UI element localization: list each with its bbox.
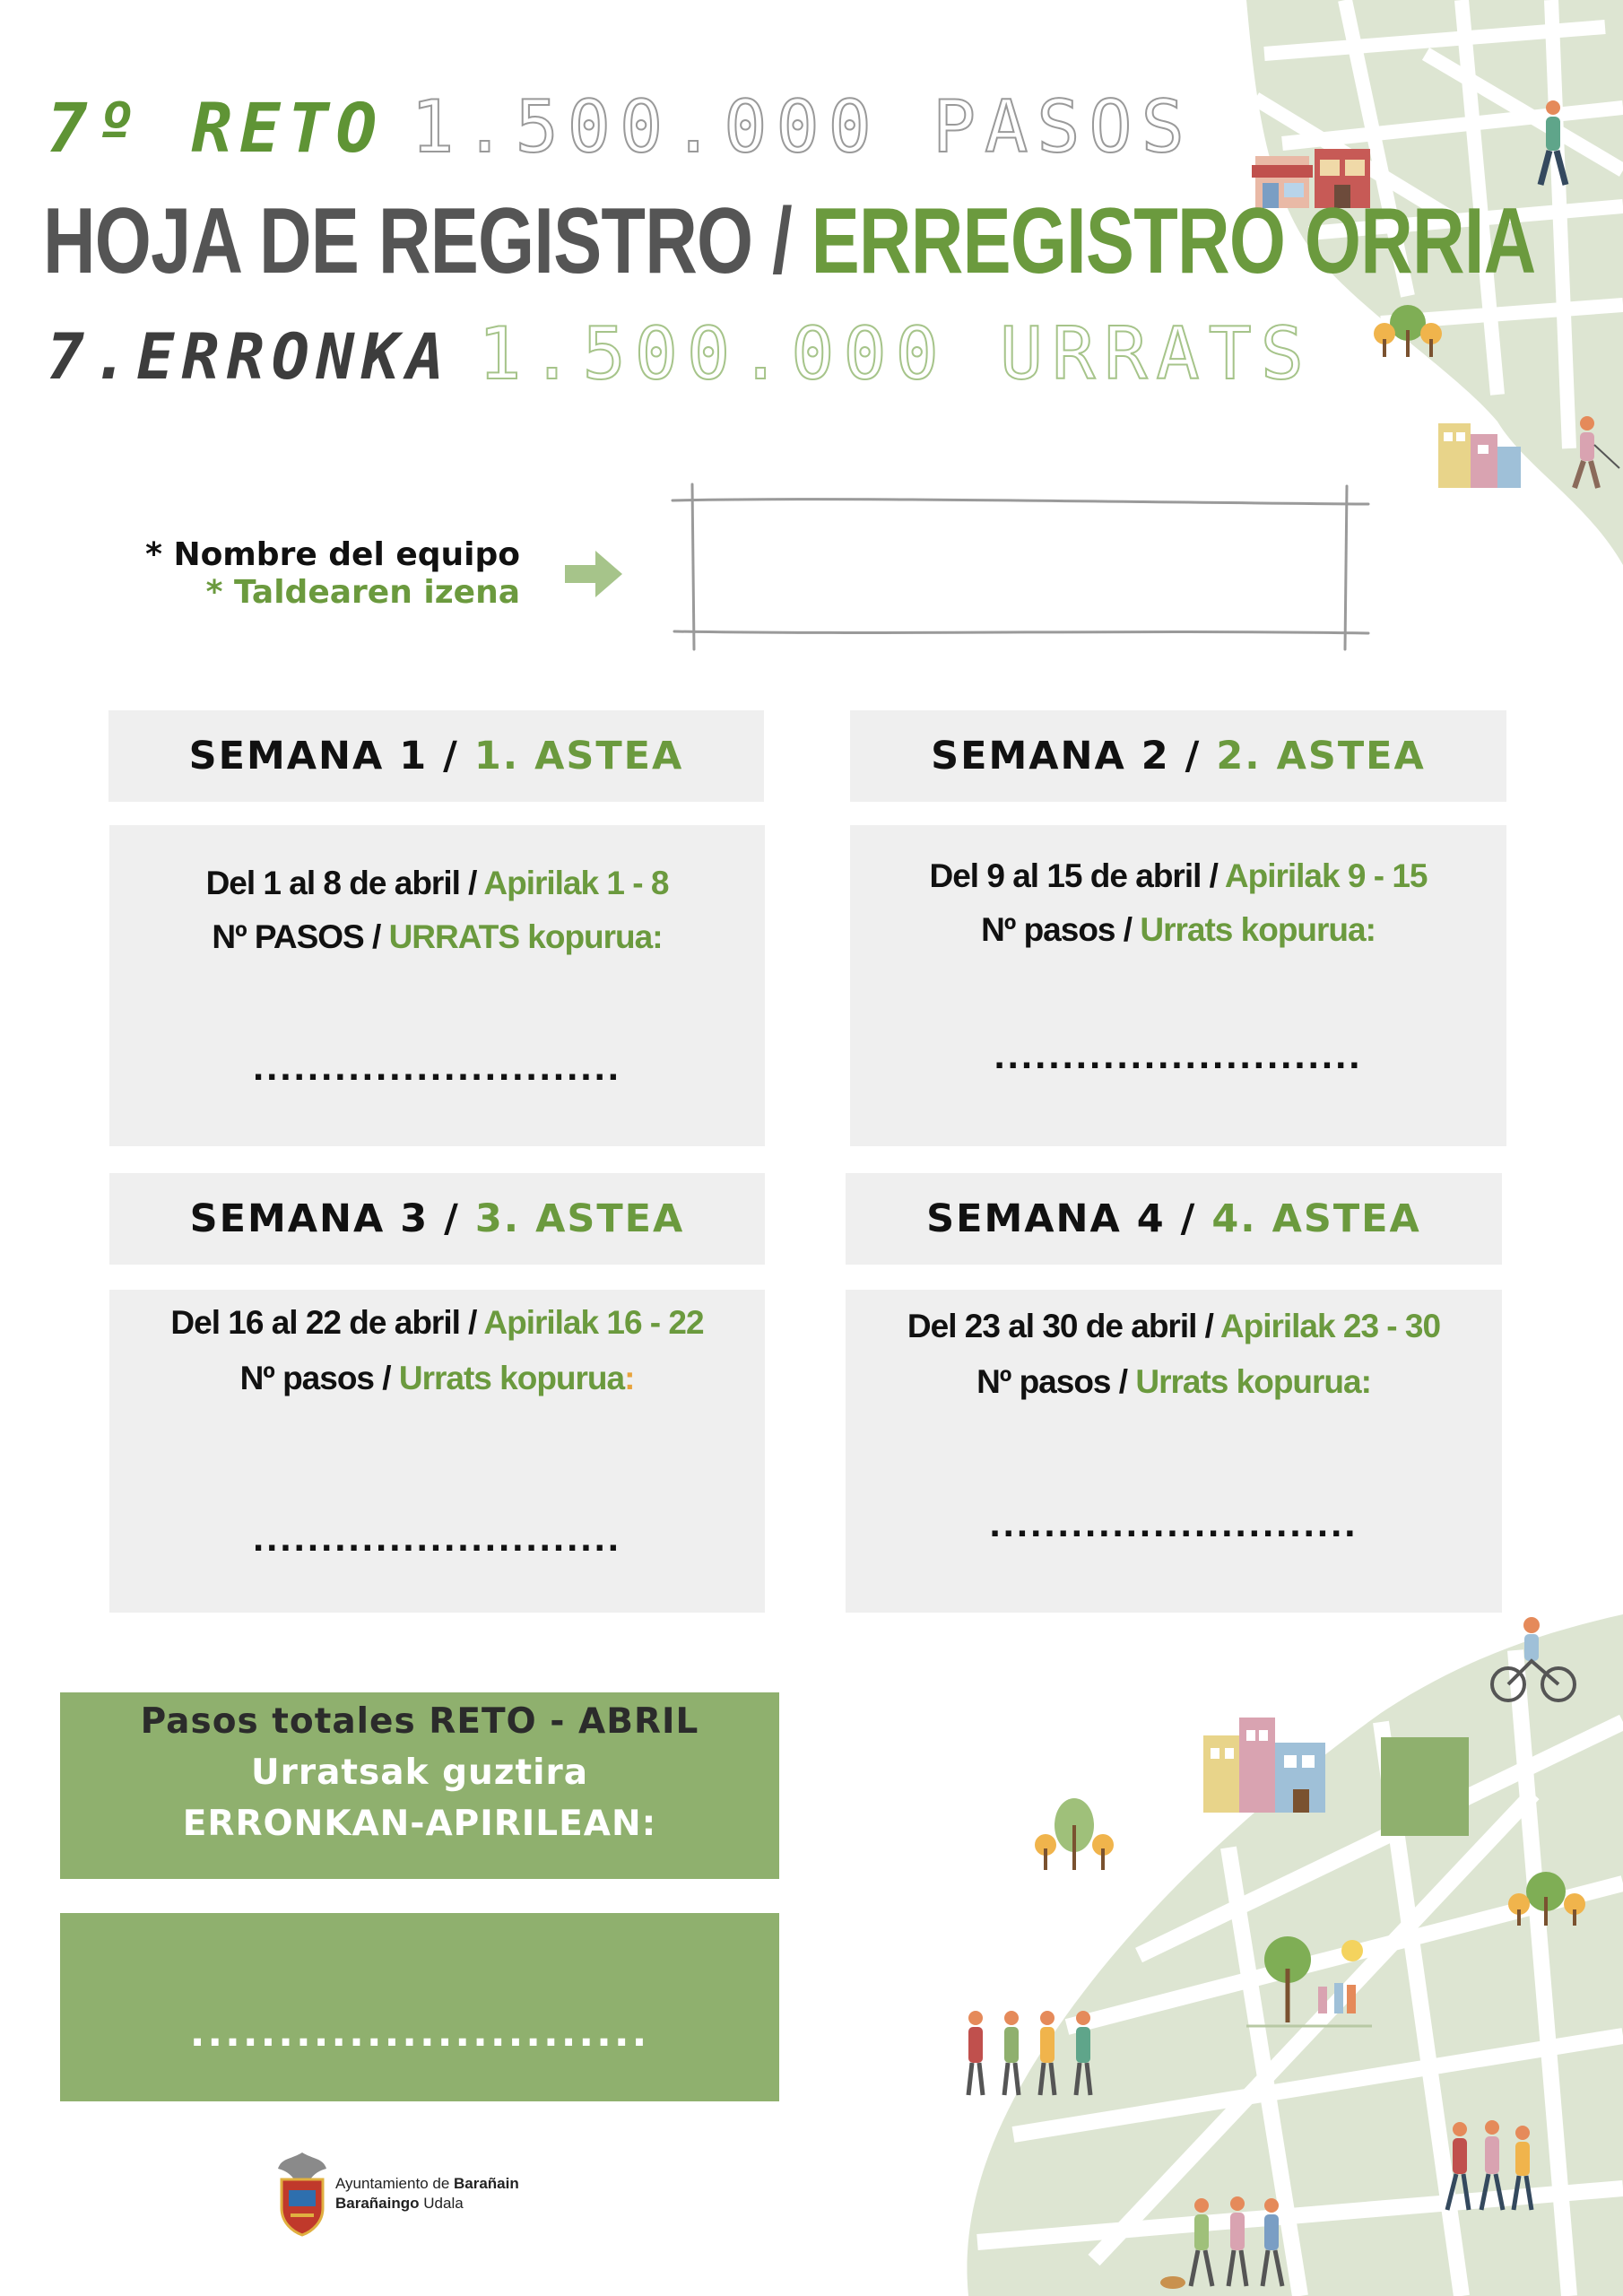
week-2-head-eu: 2. ASTEA (1216, 734, 1426, 778)
week-3-pasos-colon: : (624, 1360, 635, 1396)
week-1-head-es: SEMANA 1 / (188, 734, 459, 778)
week-2-box (850, 825, 1506, 1146)
trees-icon-3 (1506, 1870, 1587, 1927)
week-1-pasos-eu: URRATS kopurua: (388, 918, 663, 955)
totals-value-box[interactable] (60, 1913, 779, 2101)
page-title (43, 188, 1535, 291)
week-4-steps-label (846, 1363, 1502, 1401)
green-square-decoration (1381, 1737, 1469, 1836)
week-2-dates-es: Del 9 al 15 de abril / (929, 857, 1218, 894)
logo-line1-b: Barañain (454, 2175, 519, 2192)
week-3-pasos-eu: Urrats kopurua (398, 1360, 625, 1396)
week-1-steps-label (109, 918, 765, 956)
totals-header-box (60, 1692, 779, 1879)
week-4-dates-es: Del 23 al 30 de abril / (907, 1308, 1213, 1344)
title-eu: ERREGISTRO ORRIA (811, 189, 1536, 293)
week-1-head-eu: 1. ASTEA (473, 734, 684, 778)
houses-icon (1435, 414, 1524, 490)
team-name-label (135, 536, 520, 612)
municipality-name (335, 2174, 519, 2213)
title-es: HOJA DE REGISTRO / (43, 189, 792, 293)
park-people-icon (1246, 1933, 1372, 2031)
week-4-head-eu: 4. ASTEA (1211, 1196, 1421, 1241)
week-4-header (846, 1173, 1502, 1265)
week-1-dates-es: Del 1 al 8 de abril / (205, 865, 477, 901)
week-3-head-es: SEMANA 3 / (189, 1196, 460, 1241)
dog-walker-icon (1560, 414, 1623, 490)
week-4-dates (846, 1308, 1502, 1345)
week-2-dates-eu: Apirilak 9 - 15 (1224, 857, 1428, 894)
week-4-head-es: SEMANA 4 / (926, 1196, 1197, 1241)
week-2-pasos-eu: Urrats kopurua: (1140, 911, 1376, 948)
trees-icon-2 (1033, 1798, 1114, 1872)
team-name-field[interactable] (671, 483, 1370, 651)
week-4-pasos-es: Nº pasos / (976, 1363, 1128, 1400)
walking-family-icon (1442, 2117, 1541, 2215)
week-3-header (109, 1173, 765, 1265)
dog-walkers-icon (1157, 2193, 1300, 2293)
arrow-right-icon (565, 547, 623, 601)
week-2-steps-label (850, 911, 1506, 949)
walker-icon (1530, 99, 1575, 188)
week-1-pasos-es: Nº PASOS / (212, 918, 381, 955)
erronka-steps: 1.500.000 URRATS (478, 312, 1313, 396)
week-2-pasos-es: Nº pasos / (981, 911, 1133, 948)
team-label-eu: * Taldearen izena (205, 574, 520, 611)
week-1-box (109, 825, 765, 1146)
week-3-box (109, 1290, 765, 1613)
logo-line2-a: Barañaingo (335, 2195, 420, 2212)
cyclist-icon (1488, 1614, 1578, 1704)
header-line-reto (47, 85, 1193, 184)
week-3-steps-field[interactable]: ........................... (252, 1516, 622, 1560)
week-3-dates-eu: Apirilak 16 - 22 (483, 1304, 704, 1341)
week-1-steps-field[interactable]: ........................... (252, 1045, 622, 1089)
team-label-es: * Nombre del equipo (145, 536, 520, 573)
reto-steps: 1.500.000 PASOS (411, 85, 1193, 169)
week-2-header (850, 710, 1506, 802)
week-4-steps-field[interactable]: ........................... (989, 1501, 1358, 1545)
hikers-icon (959, 2009, 1112, 2099)
logo-line2-b: Udala (419, 2195, 464, 2212)
totals-line-1: Pasos totales RETO - ABRIL (140, 1701, 699, 1742)
baranain-coat-of-arms-icon (273, 2151, 332, 2237)
totals-line-2: Urratsak guztira (250, 1752, 589, 1793)
week-4-pasos-eu: Urrats kopurua: (1135, 1363, 1371, 1400)
totals-dots: .......................... (189, 2010, 650, 2056)
header-line-erronka (47, 312, 1313, 402)
week-3-dates-es: Del 16 al 22 de abril / (170, 1304, 477, 1341)
week-2-head-es: SEMANA 2 / (931, 734, 1202, 778)
week-3-dates (109, 1304, 765, 1342)
week-1-dates-eu: Apirilak 1 - 8 (483, 865, 669, 901)
week-2-dates (850, 857, 1506, 895)
week-1-dates (109, 865, 765, 902)
trees-icon (1372, 303, 1444, 359)
erronka-label: 7.ERRONKA (47, 320, 452, 394)
week-2-steps-field[interactable]: ........................... (994, 1033, 1363, 1077)
week-4-box (846, 1290, 1502, 1613)
week-4-dates-eu: Apirilak 23 - 30 (1219, 1308, 1441, 1344)
reto-label: 7º RETO (47, 88, 385, 168)
week-3-steps-label (109, 1360, 765, 1397)
colorful-houses-icon (1202, 1709, 1327, 1814)
week-3-pasos-es: Nº pasos / (239, 1360, 391, 1396)
totals-line-3: ERRONKAN-APIRILEAN: (182, 1804, 657, 1844)
week-3-head-eu: 3. ASTEA (474, 1196, 685, 1241)
logo-line1-a: Ayuntamiento de (335, 2175, 454, 2192)
week-1-header (108, 710, 764, 802)
